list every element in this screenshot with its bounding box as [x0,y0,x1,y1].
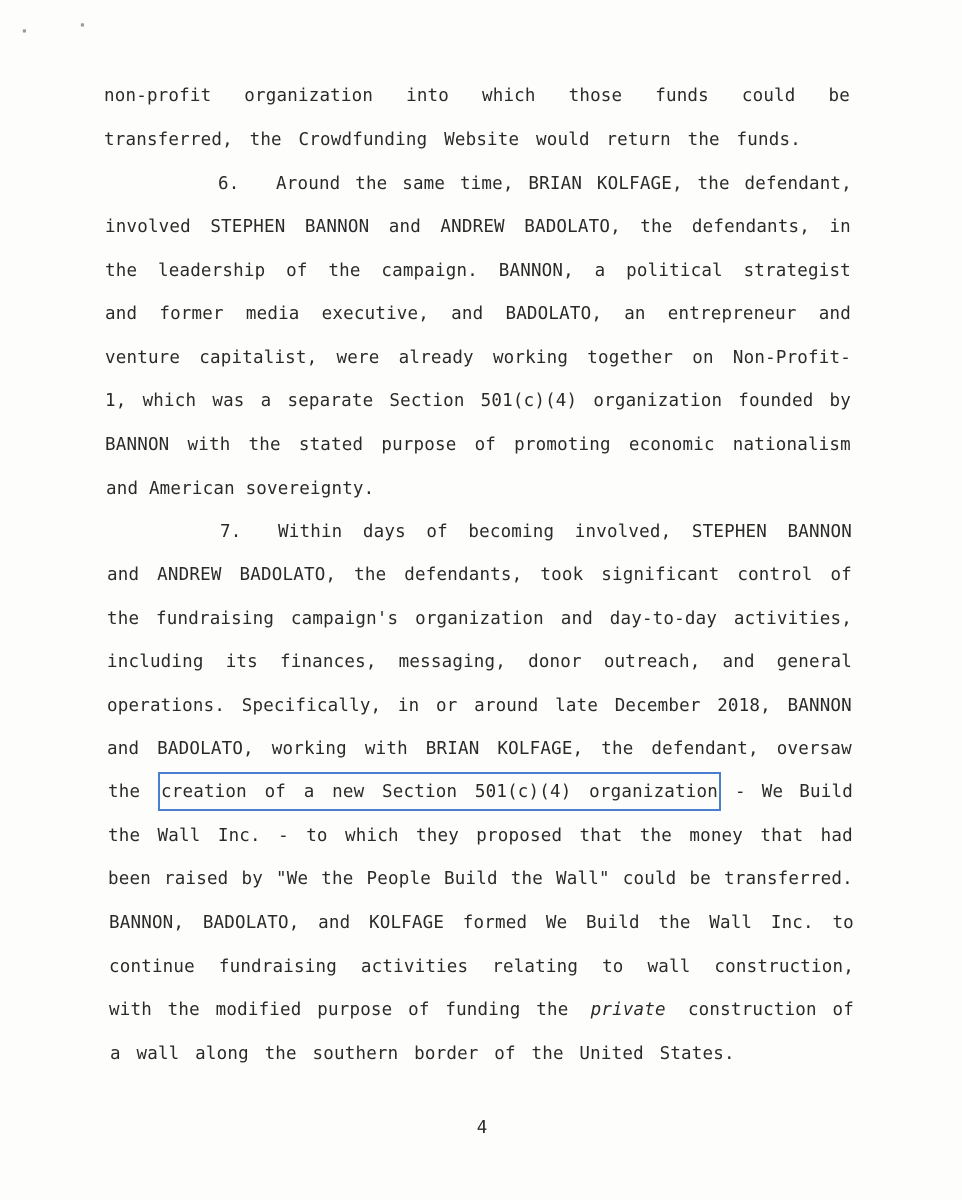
word: KOLFAGE, [497,739,584,759]
word: on [692,348,714,368]
word: to [602,957,624,977]
word: ANDREW [157,565,222,585]
word: campaign's [290,609,399,629]
word: be [828,86,850,106]
word: 501(c)(4) [474,782,572,802]
word: including [107,652,204,672]
word: and [560,609,593,629]
text-line: and American sovereignty. [106,479,375,499]
text-line [108,869,853,889]
text-line [105,348,851,368]
word: the [697,174,730,194]
word: involved, [574,522,672,542]
text-line [108,826,853,846]
word: days [362,522,406,542]
word: significant [601,565,720,585]
word: wall [647,957,691,977]
word: the [658,913,691,933]
word: would [536,130,590,150]
word: working [492,348,569,368]
word: defendants, [404,565,523,585]
word: the [640,217,673,237]
word: Wall [709,913,753,933]
word: a [594,261,606,281]
text-line [109,1000,854,1020]
word: KOLFAGE, [596,174,683,194]
word: by [829,391,851,411]
word: transferred, [104,130,233,150]
word: funds [655,86,709,106]
word: that [579,826,623,846]
word: those [568,86,623,106]
page-number: 4 [476,1118,488,1138]
word: and [107,565,140,585]
text-line [109,913,854,933]
word: the [107,609,140,629]
word: and [451,304,484,324]
word: BANNON [304,217,370,237]
word: and [107,739,140,759]
word: defendant, [651,739,759,759]
word: into [406,86,450,106]
word: Inc. [217,826,261,846]
word: could [622,869,677,889]
text-line [107,652,852,672]
word: raised [164,869,229,889]
scan-mark: ▪ [80,20,85,29]
word: working [271,739,347,759]
word: political [626,261,723,281]
word: BADOLATO, [157,739,254,759]
word: the [249,130,282,150]
word: BRIAN [528,174,583,194]
word: the [328,261,361,281]
word: to [832,913,854,933]
word: time, [459,174,514,194]
word: leadership [157,261,266,281]
word: the [105,261,138,281]
text-line [105,435,851,455]
text-line [107,739,852,759]
word: economic [628,435,715,455]
word: general [776,652,852,672]
word: Build [586,913,640,933]
text-fragment: with the modified purpose of funding the [109,1000,569,1020]
word: fundraising [218,957,337,977]
word: organization [244,86,374,106]
word: Within [278,522,343,542]
word: to [306,826,328,846]
word: campaign. [381,261,478,281]
word: transferred. [724,869,853,889]
text-line: a wall along the southern border of the United States. [110,1044,735,1064]
word: the [639,826,673,846]
word: activities [360,957,469,977]
word: oversaw [776,739,852,759]
word: been [108,869,151,889]
word: and [818,304,851,324]
word: an [624,304,646,324]
word: and [318,913,351,933]
word: donor [528,652,582,672]
word: the [354,565,387,585]
word: nationalism [732,435,851,455]
text-line [105,304,851,324]
word: or [436,696,458,716]
text-line [105,261,851,281]
word: strategist [743,261,851,281]
word: Section [389,391,465,411]
word: former [159,304,224,324]
word: outreach, [603,652,701,672]
word: - [278,826,289,846]
word: together [587,348,674,368]
word: purpose [381,435,457,455]
word: continue [109,957,195,977]
text-line [276,174,852,194]
word: and [722,652,755,672]
highlighted-text [161,782,718,802]
word: in [829,217,851,237]
word: had [820,826,853,846]
word: a [260,391,272,411]
word: separate [287,391,374,411]
word: they [416,826,459,846]
word: executive, [321,304,430,324]
word: media [245,304,300,324]
word: the [108,826,141,846]
word: the [601,739,634,759]
word: non-profit [104,86,212,106]
word: and [388,217,421,237]
word: organization [593,391,723,411]
word: stated [298,435,364,455]
text-line [107,609,852,629]
text-line [105,217,851,237]
word: operations. [107,696,226,716]
word: formed [462,913,528,933]
scan-mark: ▪ [22,26,27,35]
paragraph-number: 7. [220,522,242,542]
word: of [474,435,497,455]
word: day-to-day [609,609,718,629]
word: Inc. [770,913,814,933]
word: its [225,652,258,672]
word: which [345,826,399,846]
word: funds. [736,130,801,150]
text-line [105,391,851,411]
word: STEPHEN [691,522,768,542]
word: construction, [714,957,854,977]
word: BADOLATO, [505,304,603,324]
word: Non-Profit- [732,348,851,368]
word: finances, [279,652,377,672]
word: Crowdfunding [298,130,428,150]
word: already [398,348,474,368]
word: activities, [733,609,852,629]
word: was [212,391,245,411]
word: around [474,696,539,716]
word: could [741,86,796,106]
word: We [545,913,568,933]
word: fundraising [156,609,275,629]
text-line [104,86,850,106]
word: becoming [468,522,555,542]
word: the [510,869,543,889]
text-fragment [735,782,853,802]
word: involved [105,217,191,237]
word: in [397,696,420,716]
word: the [355,174,388,194]
word: by [241,869,263,889]
word: control [737,565,813,585]
word: organization [415,609,544,629]
word: STEPHEN [210,217,286,237]
word: Wall [157,826,201,846]
word: relating [492,957,579,977]
word: of [286,261,308,281]
word: entrepreneur [667,304,797,324]
word: Section [382,782,458,802]
word: with [187,435,231,455]
word: Specifically, [241,696,382,716]
word: founded [738,391,814,411]
word: defendants, [691,217,811,237]
word: December [614,696,701,716]
italic-word: private [590,1000,666,1020]
word: the [321,869,354,889]
word: organization [589,782,718,802]
word: Wall" [556,869,610,889]
text-fragment: construction of [687,1000,854,1020]
word: be [689,869,711,889]
word: BADOLATO, [239,565,337,585]
word: We [761,782,784,802]
word: - [735,782,746,802]
word: which [142,391,197,411]
word: 2018, [717,696,771,716]
text-line [109,957,854,977]
word: BANNON [787,522,852,542]
word: of [830,565,852,585]
word: promoting [514,435,611,455]
word: Build [799,782,853,802]
word: new [332,782,365,802]
word: were [336,348,380,368]
word: of [426,522,448,542]
word: Website [444,130,520,150]
word: ANDREW [440,217,505,237]
word: People [366,869,431,889]
word: 1, [105,391,127,411]
paragraph-number: 6. [218,174,240,194]
word: BRIAN [425,739,480,759]
word: KOLFAGE [368,913,445,933]
word: venture [105,348,181,368]
word: the [248,435,281,455]
word: Build [444,869,498,889]
word: and [105,304,138,324]
word: Around [276,174,341,194]
word: BANNON, [498,261,574,281]
word: BANNON [105,435,170,455]
word: money [689,826,744,846]
word: took [540,565,584,585]
word: "We [276,869,309,889]
text-line [107,565,852,585]
word: return [606,130,671,150]
word: late [555,696,599,716]
word: BANNON, [109,913,185,933]
word: defendant, [744,174,852,194]
word: creation [161,782,247,802]
word: BADOLATO, [524,217,621,237]
word: capitalist, [199,348,318,368]
word: the [687,130,720,150]
text-line [104,130,801,150]
word: BANNON [787,696,852,716]
word: which [481,86,536,106]
text-fragment: the [108,782,141,802]
word: same [402,174,446,194]
word: with [364,739,408,759]
word: 501(c)(4) [480,391,578,411]
word: proposed [476,826,563,846]
text-line [278,522,852,542]
word: that [760,826,804,846]
text-line [107,696,852,716]
word: BADOLATO, [202,913,300,933]
word: of [264,782,287,802]
word: a [303,782,315,802]
word: messaging, [398,652,507,672]
